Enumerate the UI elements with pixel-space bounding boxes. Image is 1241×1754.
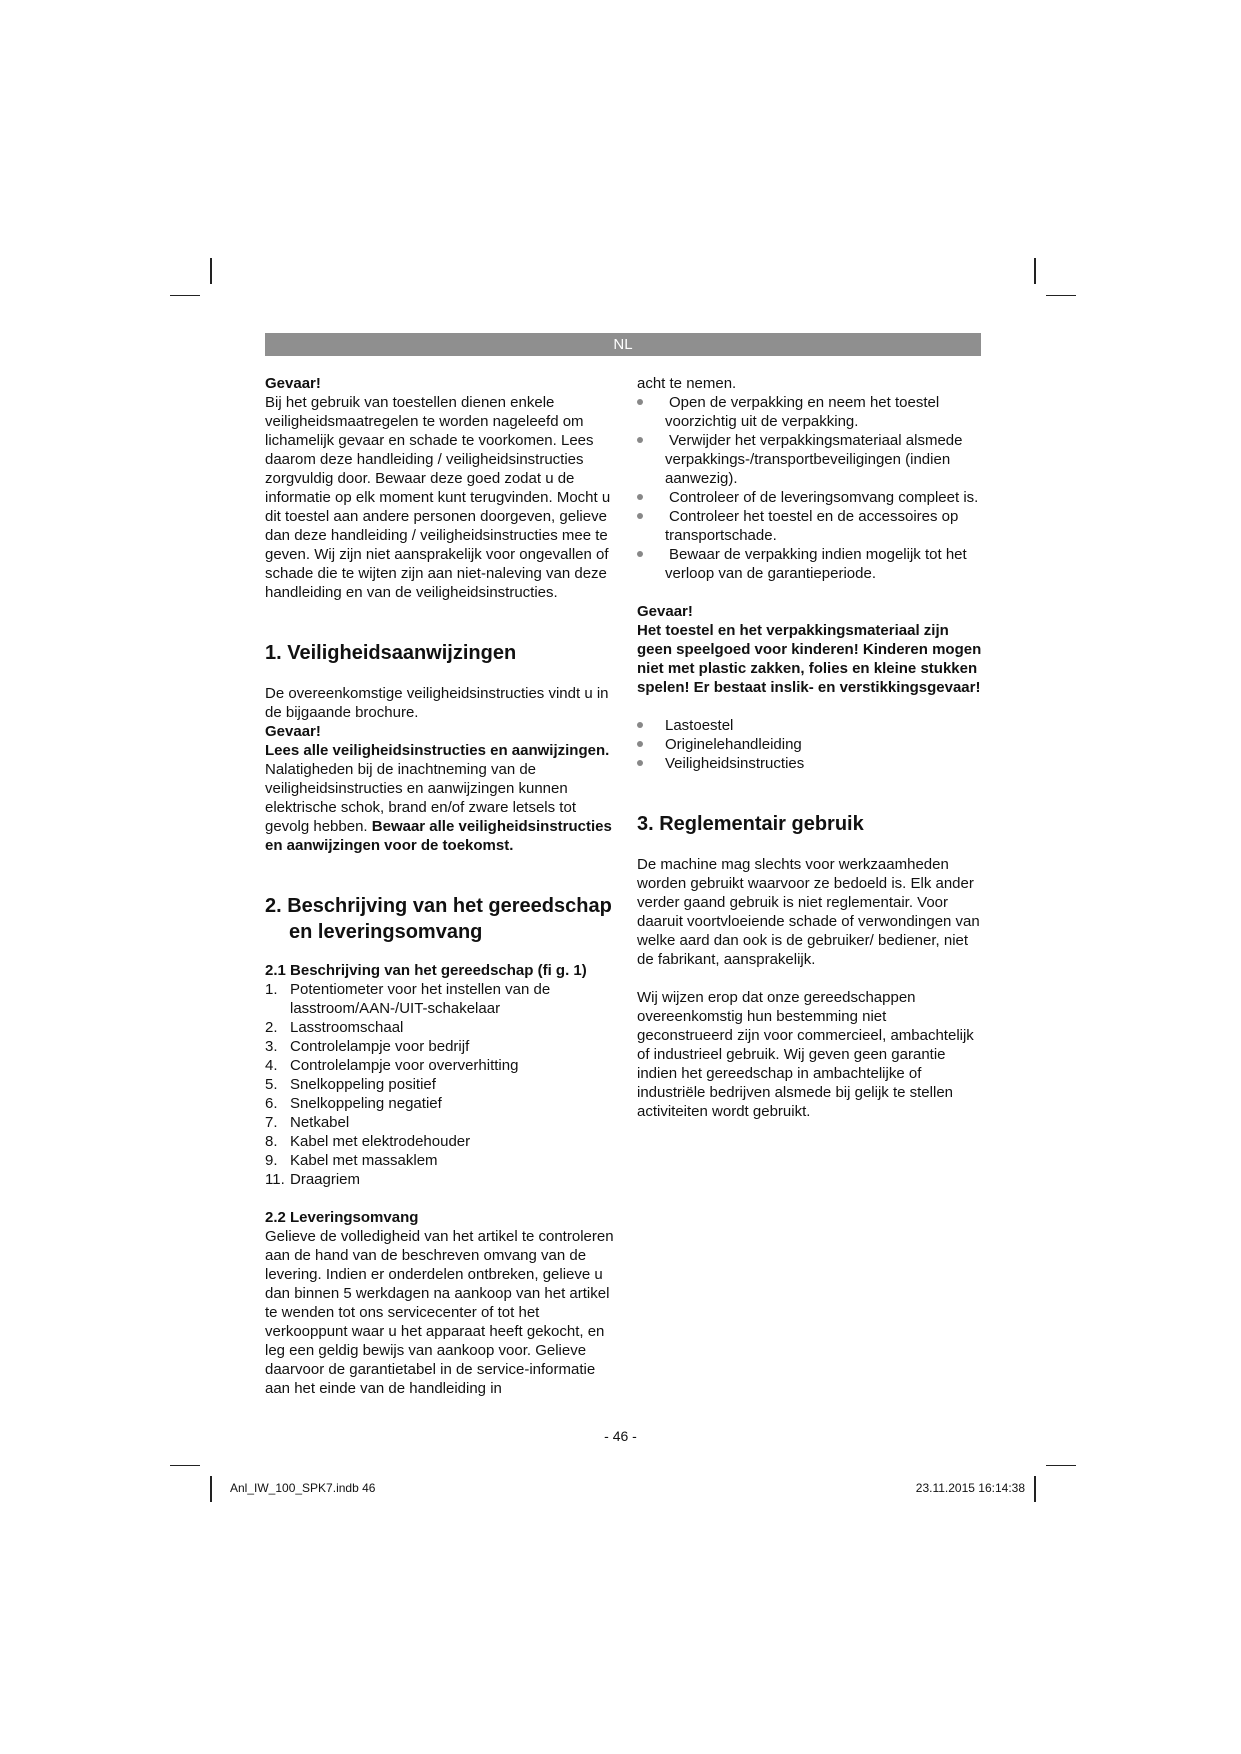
subsection-2-1-title: 2.1 Beschrijving van het gereedschap (fi g. 1) xyxy=(265,962,587,979)
list-item: 9. Kabel met massaklem xyxy=(265,1152,438,1169)
continuation-text: acht te nemen. xyxy=(637,375,737,392)
list-item: 3. Controlelampje voor bedrijf xyxy=(265,1038,470,1055)
left-column xyxy=(265,374,615,1398)
warning-2-body: Het toestel en het verpakkingsmateriaal zijn geen speelgoed voor kinderen! Kinderen mogen niet met plastic zakken, folies en kleine stukken spelen! Er bestaat inslik- en verstikkingsgevaar! xyxy=(637,622,982,696)
section-2-title-line2: en leveringsomvang xyxy=(289,921,483,943)
page-number: - 46 - xyxy=(604,1428,637,1444)
crop-mark-br-v xyxy=(1034,1476,1036,1502)
section-1-bold-tail: Bewaar alle veiligheidsinstructies en aanwijzingen voor de toekomst. xyxy=(265,818,612,854)
list-item: Open de verpakking en neem het toestel voorzichtig uit de verpakking. xyxy=(637,393,982,431)
bullet-icon xyxy=(637,741,643,747)
section-3-title: 3. Reglementair gebruik xyxy=(637,813,864,835)
crop-mark-bl-h xyxy=(170,1465,200,1466)
language-header-bar: NL xyxy=(265,333,981,356)
list-item: 7. Netkabel xyxy=(265,1114,350,1131)
bullet-icon xyxy=(637,494,643,500)
section-2-title xyxy=(265,893,615,945)
section-3-paragraph-1: De machine mag slechts voor werkzaamheden worden gebruikt waarvoor ze bedoeld is. Elk ander verder gaand gebruik is niet reglementair. Voor daaruit voortvloeiende schade of verwondingen van welke aard dan ook is de gebruiker/ bediener, niet de fabrikant, aansprakelijk. xyxy=(637,856,980,968)
section-1-intro: De overeenkomstige veiligheidsinstructies vindt u in de bijgaande brochure. xyxy=(265,685,609,721)
bullet-icon xyxy=(637,513,643,519)
crop-mark-bl-v xyxy=(210,1476,212,1502)
list-item: 5. Snelkoppeling positief xyxy=(265,1076,436,1093)
list-item: 1. Potentiometer voor het instellen van de lasstroom/AAN-/UIT-schakelaar xyxy=(265,981,551,1017)
subsection-2-2-title: 2.2 Leveringsomvang xyxy=(265,1209,419,1226)
crop-mark-br-h xyxy=(1046,1465,1076,1466)
list-item: Lastoestel xyxy=(637,716,982,735)
list-item: 2. Lasstroomschaal xyxy=(265,1019,404,1036)
parts-list xyxy=(265,980,615,1189)
subsection-2-2-body: Gelieve de volledigheid van het artikel te controleren aan de hand van de beschreven omvang van de levering. Indien er onderdelen ontbreken, gelieve u dan binnen 5 werkdagen na aankoop van het artikel te wenden tot ons servicecenter of tot het verkooppunt waar u het apparaat heeft gekocht, en leg een geldig bewijs van aankoop voor. Gelieve daarvoor de garantietabel in de service-informatie aan het einde van de handleiding in xyxy=(265,1228,614,1397)
list-item: Bewaar de verpakking indien mogelijk tot het verloop van de garantieperiode. xyxy=(637,545,982,583)
section-1-text: Nalatigheden bij de inachtneming van de veiligheidsinstructies en aanwijzingen kunnen elektrische schok, brand en/of zware letsels tot gevolg hebben. xyxy=(265,761,576,835)
bullet-icon xyxy=(637,551,643,557)
list-item: Controleer het toestel en de accessoires op transportschade. xyxy=(637,507,982,545)
warning-body: Bij het gebruik van toestellen dienen enkele veiligheidsmaatregelen te worden nageleefd om lichamelijk gevaar en schade te voorkomen. Lees daarom deze handleiding / veiligheidsinstructies zorgvuldig door. Bewaar deze goed zodat u de informatie op elk moment kunt terugvinden. Mocht u dit toestel aan andere personen doorgeven, gelieve dan deze handleiding / veiligheidsinstructies mee te geven. Wij zijn niet aansprakelijk voor ongevallen of schade die te wijten zijn aan niet-naleving van deze handleiding en van de veiligheidsinstructies. xyxy=(265,394,611,601)
bullet-icon xyxy=(637,760,643,766)
bullet-icon xyxy=(637,399,643,405)
list-item: Controleer of de leveringsomvang compleet is. xyxy=(637,488,982,507)
unpacking-steps xyxy=(637,393,982,583)
list-item: Verwijder het verpakkingsmateriaal alsmede verpakkings-/transportbeveiligingen (indien aanwezig). xyxy=(637,431,982,488)
section-1-bold-lead: Lees alle veiligheidsinstructies en aanwijzingen. xyxy=(265,742,610,759)
section-3-paragraph-2: Wij wijzen erop dat onze gereedschappen overeenkomstig hun bestemming niet geconstrueerd zijn voor commercieel, ambachtelijk of industrieel gebruik. Wij geven geen garantie indien het gereedschap in ambachtelijke of industriële bedrijven alsmede bij gelijk te stellen activiteiten wordt gebruikt. xyxy=(637,989,974,1120)
bullet-icon xyxy=(637,437,643,443)
crop-mark-tr-v xyxy=(1034,258,1036,284)
warning-title: Gevaar! xyxy=(265,375,321,392)
delivery-contents-list xyxy=(637,716,982,773)
bullet-icon xyxy=(637,722,643,728)
crop-mark-tr-h xyxy=(1046,295,1076,296)
footer-file: Anl_IW_100_SPK7.indb 46 xyxy=(230,1481,376,1495)
list-item: 8. Kabel met elektrodehouder xyxy=(265,1133,471,1150)
right-column xyxy=(637,374,982,1121)
footer-datetime: 23.11.2015 16:14:38 xyxy=(915,1481,1025,1495)
section-2-title-line1: 2. Beschrijving van het gereedschap xyxy=(265,895,612,917)
crop-mark-tl-h xyxy=(170,295,200,296)
list-item: 6. Snelkoppeling negatief xyxy=(265,1095,442,1112)
section-1-body xyxy=(265,741,615,855)
list-item: Veiligheidsinstructies xyxy=(637,754,982,773)
section-1-warning: Gevaar! xyxy=(265,723,321,740)
list-item: 4. Controlelampje voor oververhitting xyxy=(265,1057,519,1074)
section-1-title: 1. Veiligheidsaanwijzingen xyxy=(265,642,517,664)
list-item: 11. Draagriem xyxy=(265,1171,361,1188)
warning-2-title: Gevaar! xyxy=(637,603,693,620)
crop-mark-tl-v xyxy=(210,258,212,284)
list-item: Originelehandleiding xyxy=(637,735,982,754)
